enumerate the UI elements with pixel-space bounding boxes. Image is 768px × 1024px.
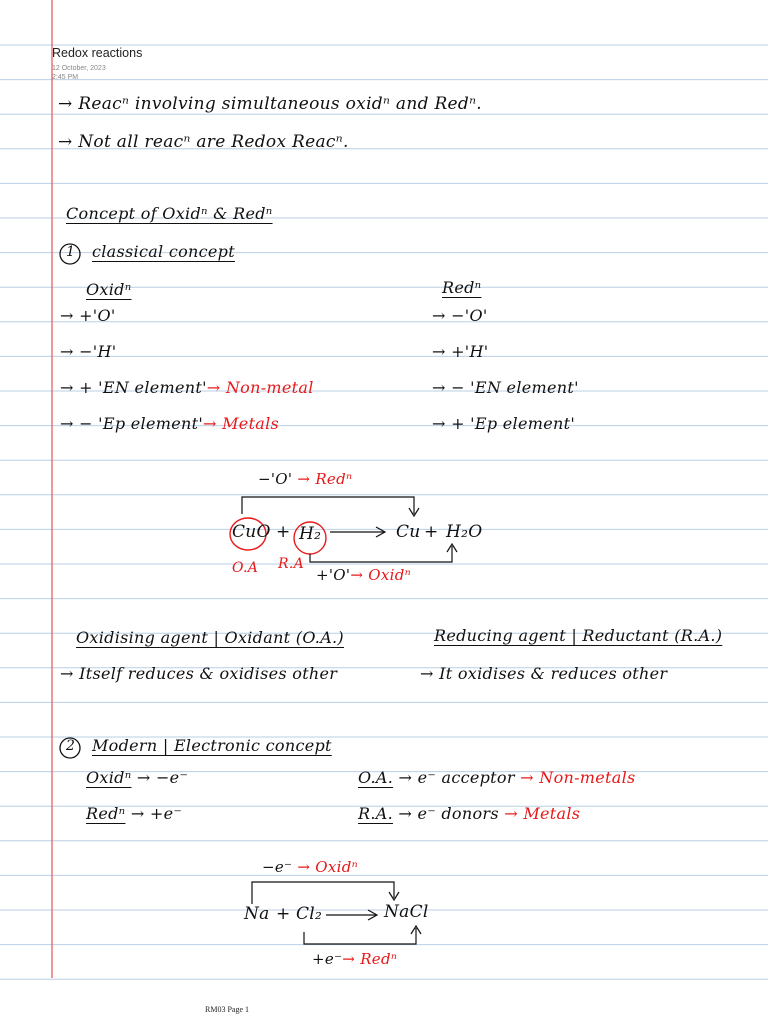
- red-item-4: → + 'Ep element': [432, 414, 576, 433]
- page-date: 12 October, 2023: [52, 65, 106, 72]
- reaction1-bottom-note: → Oxidⁿ: [350, 566, 411, 584]
- reaction2-bottom-text: +e⁻: [312, 950, 343, 968]
- oxid-item-4-text: → − 'Ep element': [60, 414, 204, 433]
- section1-number: 1: [66, 244, 76, 260]
- section2-oxid-label: Oxidⁿ: [86, 768, 132, 787]
- section2-oa-value: → e⁻ acceptor: [398, 768, 515, 787]
- oxid-item-2: → −'H': [60, 342, 117, 361]
- reaction1-plus1: +: [276, 522, 291, 542]
- section2-red-label: Redⁿ: [86, 804, 126, 823]
- red-item-2: → +'H': [432, 342, 489, 361]
- section2-oa-note: → Non-metals: [520, 768, 636, 787]
- section2-ra-label: R.A.: [358, 804, 393, 823]
- reaction1-product2: H₂O: [446, 522, 483, 542]
- reducing-agent-desc: → It oxidises & reduces other: [420, 664, 668, 683]
- reaction2-product: NaCl: [384, 902, 429, 922]
- section1-subheading: classical concept: [92, 242, 235, 261]
- reaction1-top-note: → Redⁿ: [297, 470, 353, 488]
- reaction1-reactant2: H₂: [299, 524, 322, 544]
- section2-oxid-value: → −e⁻: [136, 768, 189, 787]
- reaction2-reactant2: Cl₂: [296, 904, 323, 924]
- intro-line-2: → Not all reacⁿ are Redox Reacⁿ.: [58, 132, 349, 152]
- section2-ra-note: → Metals: [504, 804, 581, 823]
- section2-oa-label: O.A.: [358, 768, 394, 787]
- reaction1-top-text: −'O': [258, 470, 293, 488]
- red-item-1: → −'O': [432, 306, 488, 325]
- reaction1-oa-label: O.A: [232, 560, 259, 576]
- reaction1-bottom-text: +'O': [316, 566, 351, 584]
- reaction1-reactant1: CuO: [232, 522, 271, 542]
- oxid-item-4-note: → Metals: [203, 414, 280, 433]
- reaction2-plus: +: [276, 904, 291, 924]
- red-item-3: → − 'EN element': [432, 378, 579, 397]
- reaction2-top-text: −e⁻: [262, 858, 293, 876]
- reaction1-plus2: +: [424, 522, 439, 542]
- section1-heading: Concept of Oxidⁿ & Redⁿ: [66, 204, 273, 223]
- section2-red-value: → +e⁻: [130, 804, 183, 823]
- oxid-item-3-note: → Non-metal: [206, 378, 314, 397]
- intro-line-1: → Reacⁿ involving simultaneous oxidⁿ and Redⁿ.: [58, 94, 482, 114]
- oxid-item-3-text: → + 'EN element': [60, 378, 207, 397]
- red-column-header: Redⁿ: [442, 278, 482, 297]
- reaction2-bottom-note: → Redⁿ: [342, 950, 398, 968]
- oxid-item-1: → +'O': [60, 306, 116, 325]
- oxidising-agent-desc: → Itself reduces & oxidises other: [60, 664, 338, 683]
- page-title: Redox reactions: [52, 46, 143, 60]
- oxidising-agent-heading: Oxidising agent | Oxidant (O.A.): [76, 628, 344, 647]
- reaction1-ra-label: R.A: [278, 556, 305, 572]
- oxid-column-header: Oxidⁿ: [86, 280, 132, 299]
- page-footer: RM03 Page 1: [205, 1005, 249, 1014]
- section2-heading: Modern | Electronic concept: [92, 736, 332, 755]
- section2-number: 2: [66, 738, 76, 754]
- page-time: 2:45 PM: [52, 74, 79, 81]
- reaction1-product1: Cu: [396, 522, 421, 542]
- reaction2-bottom-label: [312, 950, 397, 968]
- reaction2-top-note: → Oxidⁿ: [297, 858, 359, 876]
- reducing-agent-heading: Reducing agent | Reductant (R.A.): [434, 626, 723, 645]
- reaction2-reactant1: Na: [244, 904, 270, 924]
- section2-ra-value: → e⁻ donors: [398, 804, 499, 823]
